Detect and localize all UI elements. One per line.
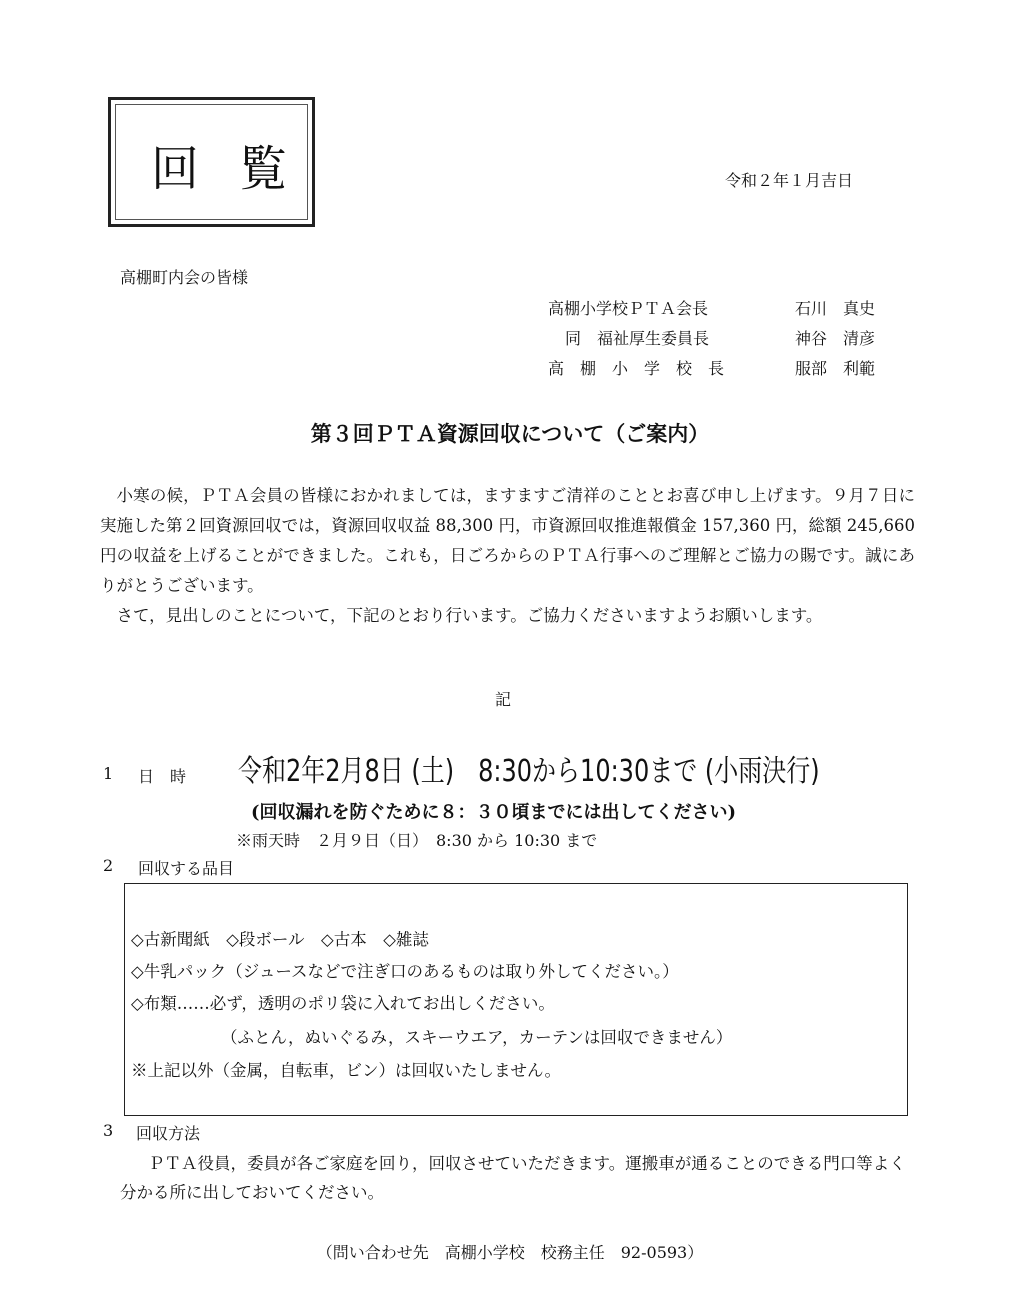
section1-label: 日 時	[138, 767, 187, 786]
sender-name: 神谷 清彦	[795, 329, 876, 348]
method-text: ＰＴＡ役員，委員が各ご家庭を回り，回収させていただきます。運搬車が通ることのできる門口等よく分かる所に出しておいてください。	[120, 1154, 906, 1202]
issue-date: 令和２年１月吉日	[725, 171, 854, 190]
addressee: 高棚町内会の皆様	[120, 268, 249, 287]
sender-name: 服部 利範	[795, 359, 876, 378]
sender-title: 同 福祉厚生委員長	[565, 329, 710, 348]
item-line: （ふとん，ぬいぐるみ，スキーウエア，カーテンは回収できません）	[221, 1028, 733, 1047]
event-datetime: 令和2年2月8日 (土) 8:30から10:30まで (小雨決行)	[238, 754, 820, 789]
sender-name: 石川 真史	[795, 299, 876, 318]
rain-date: ※雨天時 ２月９日（日） 8:30 から 10:30 まで	[236, 831, 598, 850]
body-paragraph: 小寒の候，ＰＴＡ会員の皆様におかれましては，ますますご清祥のこととお喜び申し上げます。９月７日に実施した第２回資源回収では，資源回収収益 88,300 円，市資源回収推進報償金 157,360 円，総額 245,660 円の収益を上げることができました。これも，日ごろからのＰＴＡ行事へのご理解とご協力の賜です。誠にありがとうございます。	[100, 486, 915, 595]
document-title: 第３回ＰＴＡ資源回収について（ご案内）	[310, 421, 710, 446]
section3-number: 3	[103, 1121, 114, 1140]
section2-number: 2	[103, 856, 114, 875]
body-text	[100, 481, 915, 631]
body-paragraph: さて，見出しのことについて，下記のとおり行います。ご協力くださいますようお願いします。	[116, 606, 823, 625]
contact-info: （問い合わせ先 高棚小学校 校務主任 92-0593）	[316, 1243, 704, 1262]
section3-label: 回収方法	[136, 1124, 201, 1143]
item-line: ※上記以外（金属，自転車，ビン）は回収いたしません。	[131, 1061, 561, 1080]
section2-label: 回収する品目	[138, 859, 235, 878]
item-line: ◇牛乳パック（ジュースなどで注ぎ口のあるものは取り外してください。）	[131, 962, 679, 981]
sender-title: 高棚小学校ＰＴＡ会長	[548, 299, 709, 318]
collection-note: (回収漏れを防ぐために８：３０頃までには出してください)	[251, 802, 737, 823]
item-line: ◇古新聞紙 ◇段ボール ◇古本 ◇雑誌	[131, 930, 429, 949]
collection-method	[120, 1149, 920, 1207]
sender-title: 高 棚 小 学 校 長	[548, 359, 725, 378]
section1-number: 1	[103, 764, 114, 783]
item-line: ◇布類……必ず，透明のポリ袋に入れてお出しください。	[131, 994, 555, 1013]
items-box	[124, 883, 908, 1116]
ki-heading: 記	[495, 690, 512, 709]
kairan-label: 回覧	[151, 141, 328, 197]
kairan-stamp-box	[108, 97, 328, 227]
